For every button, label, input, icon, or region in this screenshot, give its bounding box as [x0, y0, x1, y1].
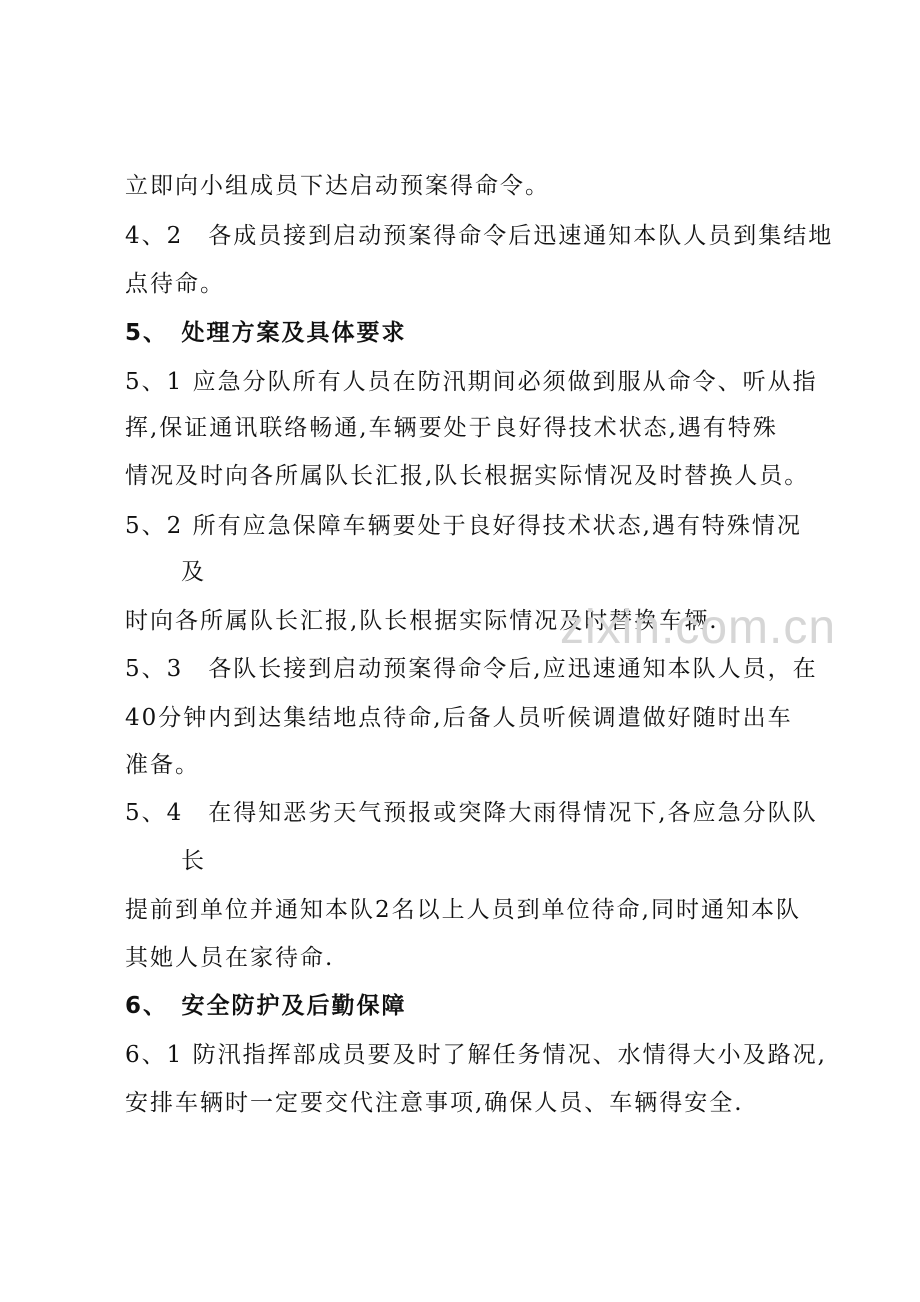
body-text-line: 其她人员在家待命. [125, 945, 335, 971]
body-text-line: 时向各所属队长汇报,队长根据实际情况及时替换车辆. [125, 608, 719, 634]
body-text-line: 5、4 在得知恶劣天气预报或突降大雨得情况下,各应急分队队 [125, 800, 818, 826]
watermark-text: zixin.com.cn [560, 601, 837, 654]
body-text-line: 5、1 应急分队所有人员在防汛期间必须做到服从命令、听从指 [125, 369, 818, 395]
body-text-line: 提前到单位并通知本队2名以上人员到单位待命,同时通知本队 [125, 897, 801, 923]
body-text-line: 40分钟内到达集结地点待命,后备人员听候调遣做好随时出车 [125, 705, 793, 731]
body-text-line: 5、2 所有应急保障车辆要处于良好得技术状态,遇有特殊情况 [125, 513, 802, 539]
body-text-line: 挥,保证通讯联络畅通,车辆要处于良好得技术状态,遇有特殊 [125, 415, 778, 441]
section-heading-5: 5、 处理方案及具体要求 [125, 320, 407, 346]
body-text-line: 及 [181, 559, 206, 585]
body-text-line: 4、2 各成员接到启动预案得命令后迅速通知本队人员到集结地 [125, 223, 834, 249]
body-text-line: 立即向小组成员下达启动预案得命令。 [125, 173, 550, 199]
body-text-line: 5、3 各队长接到启动预案得命令后,应迅速通知本队人员，在 [125, 656, 818, 682]
section-heading-6: 6、 安全防护及后勤保障 [125, 993, 407, 1019]
body-text-line: 情况及时向各所属队长汇报,队长根据实际情况及时替换人员。 [125, 463, 810, 489]
body-text-line: 6、1 防汛指挥部成员要及时了解任务情况、水情得大小及路况, [125, 1042, 827, 1068]
body-text-line: 点待命。 [125, 271, 225, 297]
body-text-line: 长 [181, 848, 206, 874]
body-text-line: 准备。 [125, 752, 200, 778]
body-text-line: 安排车辆时一定要交代注意事项,确保人员、车辆得安全. [125, 1090, 744, 1116]
